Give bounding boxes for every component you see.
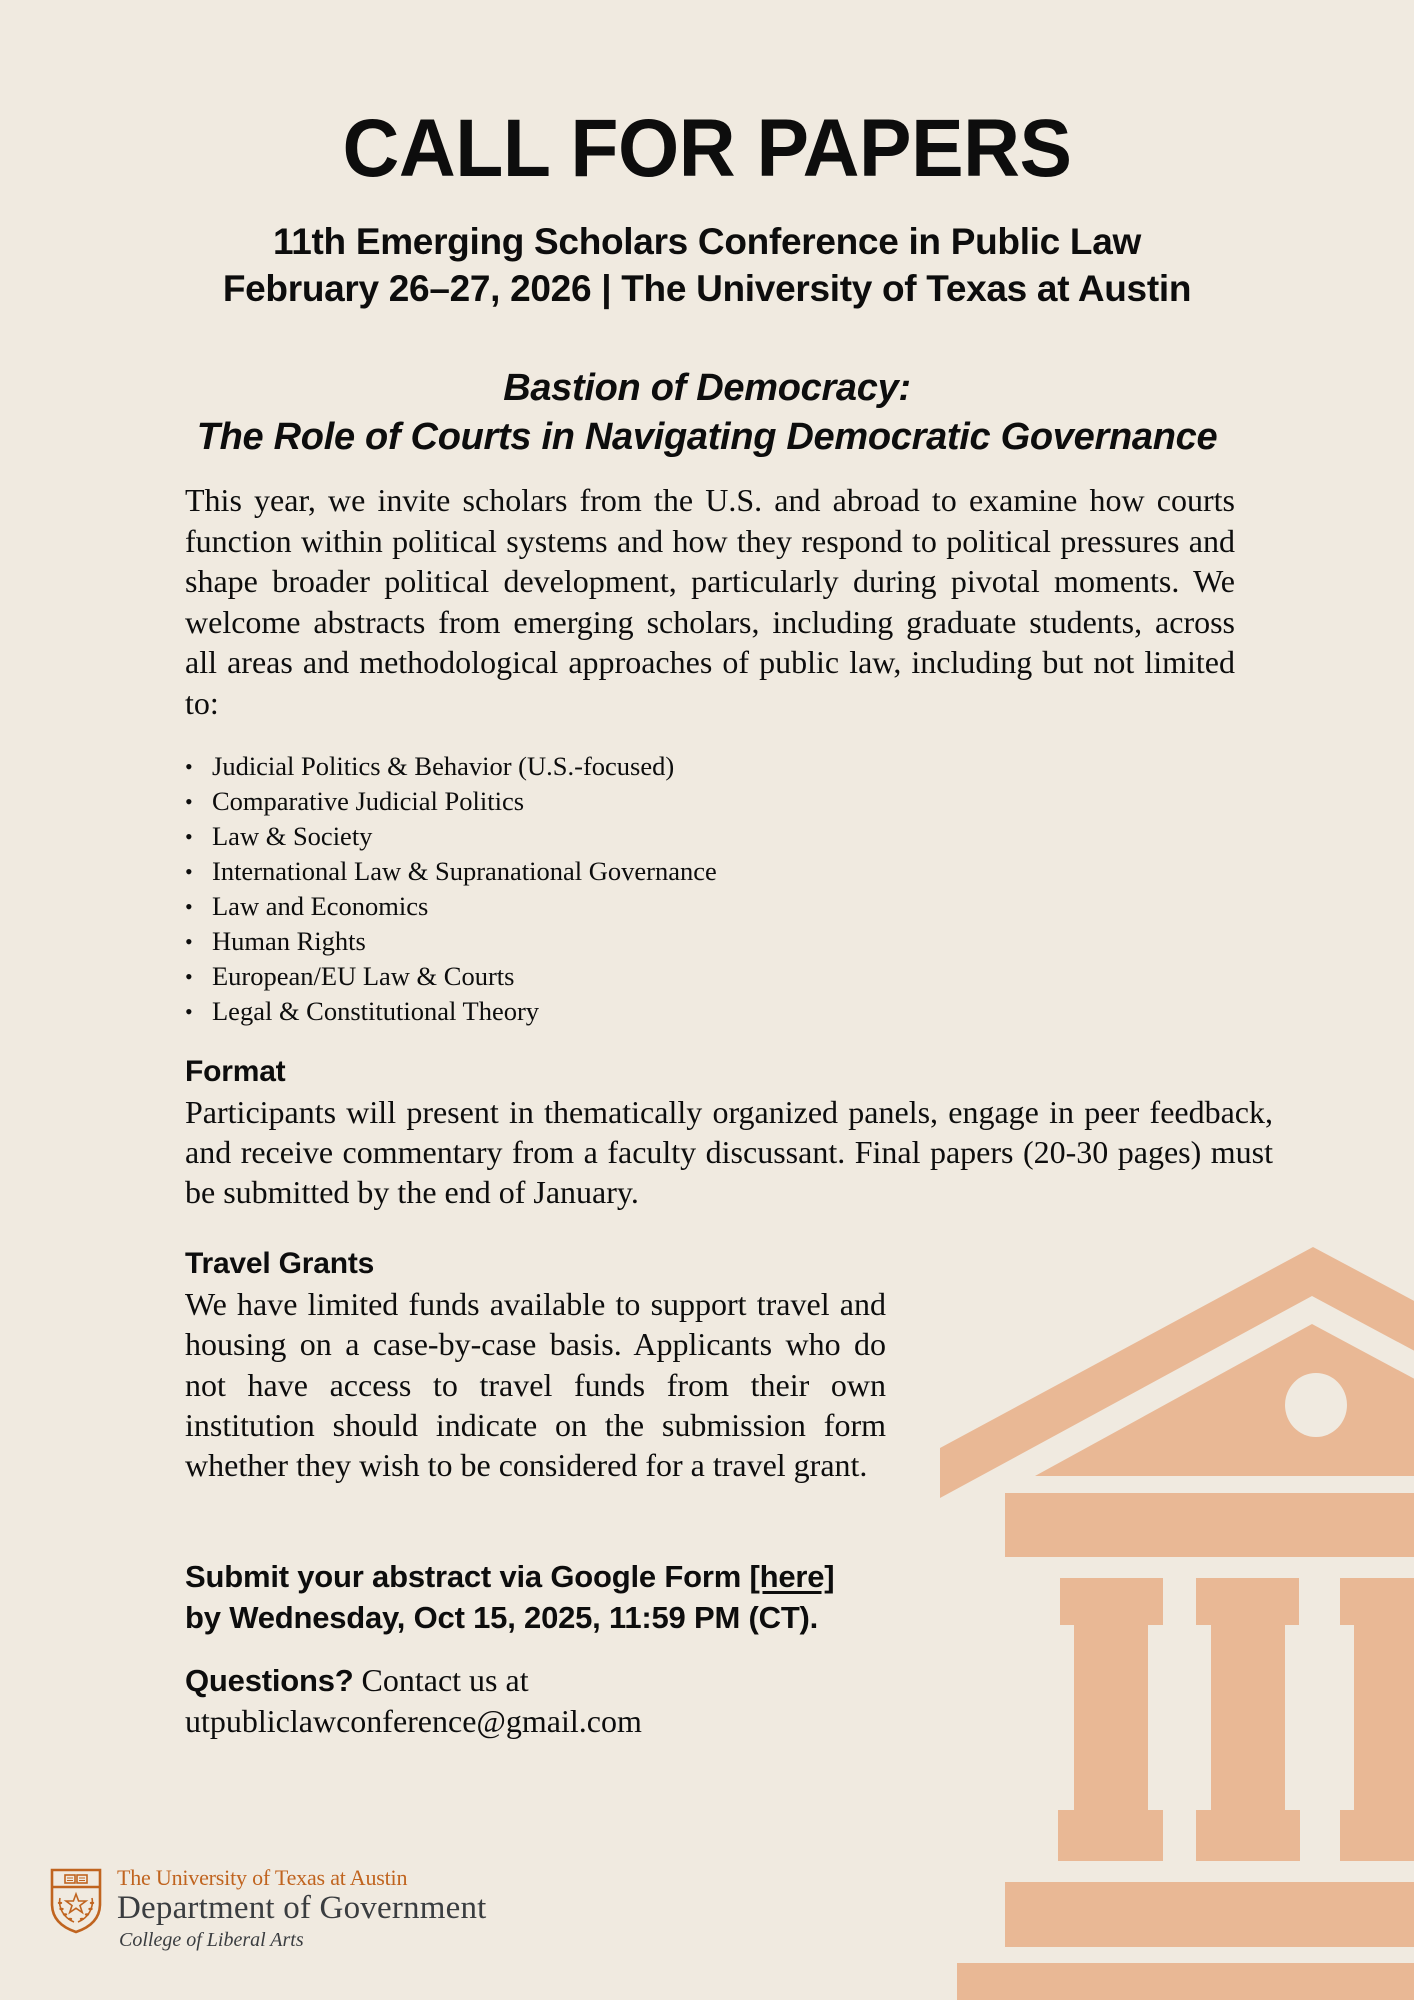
bullet-icon: • [185, 824, 193, 849]
topic-item: • Legal & Constitutional Theory [185, 994, 717, 1029]
topic-item: • European/EU Law & Courts [185, 959, 717, 994]
topic-item: • Law and Economics [185, 889, 717, 924]
topic-item: • Comparative Judicial Politics [185, 784, 717, 819]
conference-theme [0, 364, 1414, 462]
travel-grants-paragraph: We have limited funds available to support travel and housing on a case-by-case basis. Applicants who do not have access to travel funds from their own institution should indicate on the submission form whether they wish to be considered for a travel grant. [185, 1286, 886, 1484]
topic-item: • Judicial Politics & Behavior (U.S.-focused) [185, 749, 717, 784]
bullet-icon: • [185, 929, 193, 954]
google-form-link[interactable]: [here] [749, 1559, 835, 1594]
bullet-icon: • [185, 964, 193, 989]
conference-dates-location: February 26–27, 2026 | The University of Texas at Austin [222, 268, 1192, 309]
footer-logo [50, 1866, 487, 1954]
topics-list [185, 749, 717, 1029]
bullet-icon: • [185, 754, 193, 779]
submission-deadline: by Wednesday, Oct 15, 2025, 11:59 PM (CT). [185, 1600, 819, 1635]
university-name: The University of Texas at Austin [117, 1865, 408, 1890]
travel-grants-heading: Travel Grants [185, 1247, 375, 1280]
topic-item: • Law & Society [185, 819, 717, 854]
questions-label: Questions? [185, 1663, 354, 1698]
department-name: Department of Government [117, 1890, 487, 1926]
format-paragraph: Participants will present in thematically organized panels, engage in peer feedback, and receive commentary from a faculty discussant. Final papers (20-30 pages) must be submitted by the end of January. [185, 1094, 1273, 1210]
theme-line-2: The Role of Courts in Navigating Democratic Governance [196, 416, 1218, 458]
conference-info [0, 218, 1414, 312]
submit-text: Submit your abstract via Google Form [185, 1559, 750, 1594]
submission-instructions [185, 1556, 834, 1638]
bullet-icon: • [185, 789, 193, 814]
page-title: CALL FOR PAPERS [342, 103, 1072, 194]
contact-info [185, 1660, 642, 1742]
intro-paragraph: This year, we invite scholars from the U.S. and abroad to examine how courts function within political systems and how they respond to political pressures and shape broader political development, particularly during pivotal moments. We welcome abstracts from emerging scholars, including graduate students, across all areas and methodological approaches of public law, including but not limited to: [185, 482, 1235, 721]
contact-text: Contact us at [353, 1662, 529, 1698]
topic-item: • International Law & Supranational Governance [185, 854, 717, 889]
format-heading: Format [185, 1055, 286, 1088]
bullet-icon: • [185, 999, 193, 1024]
contact-email[interactable]: utpubliclawconference@gmail.com [185, 1703, 642, 1739]
topic-item: • Human Rights [185, 924, 717, 959]
bullet-icon: • [185, 859, 193, 884]
theme-line-1: Bastion of Democracy: [503, 367, 911, 409]
ut-shield-icon [50, 1868, 102, 1934]
college-name: College of Liberal Arts [119, 1929, 304, 1951]
bullet-icon: • [185, 894, 193, 919]
conference-name: 11th Emerging Scholars Conference in Public Law [273, 221, 1141, 262]
